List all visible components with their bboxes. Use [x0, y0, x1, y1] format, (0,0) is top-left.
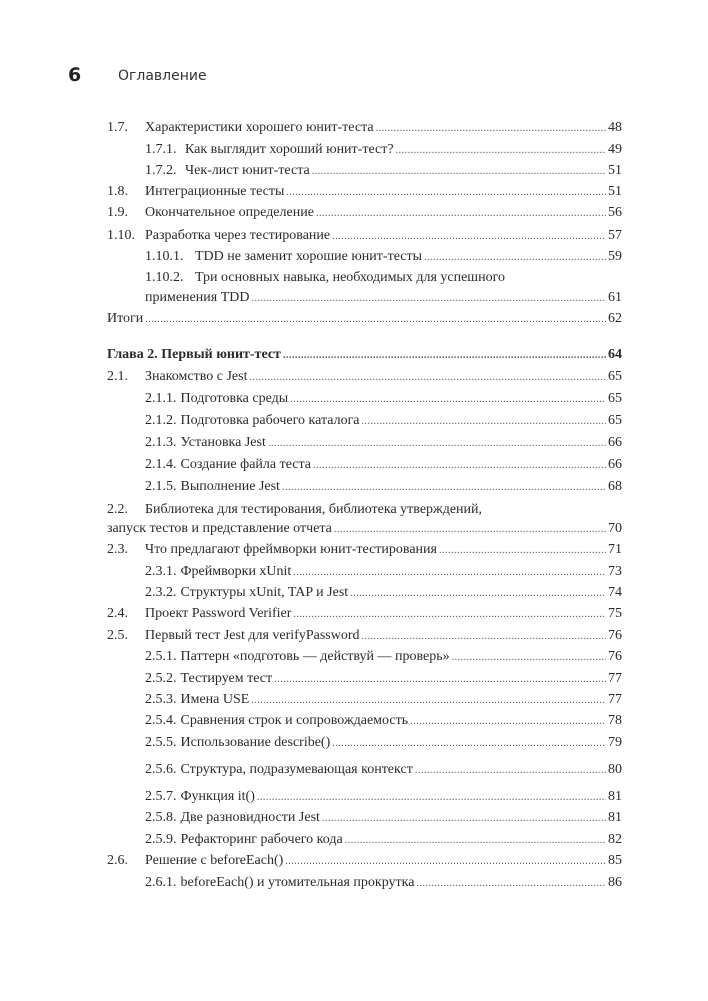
toc-entry-number: 1.9.: [107, 205, 128, 220]
toc-entry-number: 2.5.3.: [145, 692, 177, 707]
toc-entry-title: Структуры xUnit, TAP и Jest: [180, 585, 349, 600]
toc-entry-title: Глава 2. Первый юнит-тест: [107, 347, 281, 362]
toc-entry-title: Функция it(): [180, 789, 255, 804]
toc-entry-title-continuation: применения TDD: [145, 290, 250, 305]
toc-entry-title: Что предлагают фреймворки юнит-тестирования: [145, 542, 437, 557]
toc-entry-title: Первый тест Jest для verifyPassword: [145, 628, 360, 643]
toc-entry-page: 77: [608, 692, 622, 707]
toc-entry-title: Паттерн «подготовь — действуй — проверь»: [180, 649, 450, 664]
toc-entry[interactable]: [145, 563, 622, 581]
toc-entry[interactable]: [107, 183, 622, 201]
toc-entry-title: Тестируем тест: [180, 671, 273, 686]
dot-leader: [274, 671, 606, 688]
toc-entry[interactable]: [145, 584, 622, 602]
toc-entry-page: 79: [608, 735, 622, 750]
toc-entry-page: 77: [608, 671, 622, 686]
dot-leader: [452, 649, 606, 666]
toc-entry-page: 57: [608, 228, 622, 243]
toc-entry-number: 2.5.7.: [145, 789, 177, 804]
dot-leader: [283, 347, 606, 364]
toc-entry-title: Чек-лист юнит-теста: [185, 163, 310, 178]
dot-leader: [415, 762, 606, 779]
toc-entry-first-line[interactable]: [107, 501, 482, 519]
dot-leader: [334, 521, 606, 538]
toc-entry-page: 73: [608, 564, 622, 579]
toc-entry-title: Использование describe(): [180, 735, 331, 750]
toc-entry[interactable]: [107, 368, 622, 386]
toc-entry[interactable]: [145, 831, 622, 849]
toc-entry[interactable]: [145, 734, 622, 752]
dot-leader: [293, 564, 606, 581]
toc-entry[interactable]: [145, 390, 622, 408]
toc-entry-page: 76: [608, 649, 622, 664]
toc-entry-title: Проект Password Verifier: [145, 606, 292, 621]
dot-leader: [286, 184, 606, 201]
toc-entry-title: Три основных навыка, необходимых для успешного: [195, 270, 505, 285]
toc-entry-number: 1.10.1.: [145, 249, 184, 264]
toc-entry-page: 49: [608, 142, 622, 157]
toc-entry-title: TDD не заменит хорошие юнит-тесты: [195, 249, 422, 264]
toc-entry[interactable]: [107, 346, 622, 364]
toc-entry-number: 2.1.2.: [145, 413, 177, 428]
dot-leader: [251, 290, 606, 307]
toc-entry-page: 81: [608, 810, 622, 825]
toc-entry-title: Как выглядит хороший юнит-тест?: [185, 142, 394, 157]
toc-entry[interactable]: [145, 670, 622, 688]
toc-entry[interactable]: [107, 310, 622, 328]
toc-entry-number: 2.5.4.: [145, 713, 177, 728]
toc-entry[interactable]: [145, 761, 622, 779]
toc-entry[interactable]: [145, 648, 622, 666]
toc-entry-page: 61: [608, 290, 622, 305]
toc-entry-page: 56: [608, 205, 622, 220]
dot-leader: [424, 249, 606, 266]
toc-entry[interactable]: [145, 809, 622, 827]
toc-entry-title: Имена USE: [180, 692, 250, 707]
toc-entry-number: 2.5.9.: [145, 832, 177, 847]
toc-entry-number: 2.5.8.: [145, 810, 177, 825]
toc-entry-number: 2.1.1.: [145, 391, 177, 406]
toc-entry-number: 2.3.2.: [145, 585, 177, 600]
toc-entry-first-line[interactable]: [145, 269, 505, 287]
toc-entry[interactable]: [107, 605, 622, 623]
dot-leader: [251, 692, 606, 709]
toc-entry-number: 2.6.: [107, 853, 128, 868]
dot-leader: [350, 585, 606, 602]
toc-entry-title: Сравнения строк и сопровождаемость: [180, 713, 409, 728]
toc-entry[interactable]: [107, 204, 622, 222]
toc-entry[interactable]: [145, 478, 622, 496]
toc-entry[interactable]: [145, 412, 622, 430]
toc-entry-page: 48: [608, 120, 622, 135]
dot-leader: [345, 832, 606, 849]
dot-leader: [322, 810, 606, 827]
toc-entry-page: 65: [608, 391, 622, 406]
toc-entry-title: Фреймворки xUnit: [180, 564, 292, 579]
toc-entry-number: 1.7.1.: [145, 142, 177, 157]
toc-entry-number: 2.5.: [107, 628, 128, 643]
toc-entry[interactable]: [145, 289, 622, 307]
toc-entry-number: 2.5.2.: [145, 671, 177, 686]
page-number: 6: [68, 64, 82, 86]
toc-entry[interactable]: [107, 119, 622, 137]
toc-entry-number: 1.7.2.: [145, 163, 177, 178]
toc-entry-page: 68: [608, 479, 622, 494]
toc-entry-title: Установка Jest: [180, 435, 266, 450]
dot-leader: [249, 369, 606, 386]
toc-entry[interactable]: [107, 852, 622, 870]
toc-entry-title: Итоги: [107, 311, 144, 326]
toc-entry-title: Выполнение Jest: [180, 479, 280, 494]
toc-entry-page: 51: [608, 184, 622, 199]
toc-entry-number: 2.6.1.: [145, 875, 177, 890]
dot-leader: [282, 479, 606, 496]
toc-entry[interactable]: [145, 141, 622, 159]
toc-entry-number: 2.4.: [107, 606, 128, 621]
toc-entry-page: 65: [608, 369, 622, 384]
toc-entry-page: 80: [608, 762, 622, 777]
toc-entry[interactable]: [107, 627, 622, 645]
toc-entry-title: Две разновидности Jest: [180, 810, 320, 825]
toc-entry-number: 1.7.: [107, 120, 128, 135]
toc-entry[interactable]: [107, 541, 622, 559]
dot-leader: [332, 228, 606, 245]
toc-entry[interactable]: [145, 248, 622, 266]
toc-entry-number: 2.1.: [107, 369, 128, 384]
dot-leader: [285, 853, 606, 870]
dot-leader: [145, 311, 606, 328]
toc-entry-title: Подготовка рабочего каталога: [180, 413, 360, 428]
toc-entry-page: 62: [608, 311, 622, 326]
toc-entry-title: Окончательное определение: [145, 205, 314, 220]
toc-entry[interactable]: [145, 162, 622, 180]
dot-leader: [362, 628, 607, 645]
toc-entry[interactable]: [145, 712, 622, 730]
toc-entry-page: 51: [608, 163, 622, 178]
dot-leader: [316, 205, 606, 222]
dot-leader: [362, 413, 606, 430]
toc-entry-page: 71: [608, 542, 622, 557]
toc-entry-number: 2.1.4.: [145, 457, 177, 472]
toc-entry-number: 2.5.5.: [145, 735, 177, 750]
dot-leader: [416, 875, 606, 892]
toc-entry-page: 78: [608, 713, 622, 728]
toc-entry-number: 2.3.1.: [145, 564, 177, 579]
dot-leader: [410, 713, 606, 730]
toc-entry-title: Создание файла теста: [180, 457, 312, 472]
toc-entry-number: 1.10.2.: [145, 270, 184, 285]
toc-entry-title: Подготовка среды: [180, 391, 289, 406]
toc-entry-page: 59: [608, 249, 622, 264]
toc-entry-page: 76: [608, 628, 622, 643]
toc-entry-title: Структура, подразумевающая контекст: [180, 762, 413, 777]
toc-entry-number: 2.1.5.: [145, 479, 177, 494]
toc-entry-number: 1.8.: [107, 184, 128, 199]
dot-leader: [257, 789, 606, 806]
toc-entry[interactable]: [107, 227, 622, 245]
toc-entry-title: Разработка через тестирование: [145, 228, 331, 243]
dot-leader: [268, 435, 606, 452]
toc-entry[interactable]: [145, 874, 622, 892]
toc-entry-number: 2.2.: [107, 502, 128, 517]
dot-leader: [312, 163, 606, 180]
dot-leader: [332, 735, 606, 752]
dot-leader: [376, 120, 606, 137]
toc-entry-page: 82: [608, 832, 622, 847]
toc-entry-title: Знакомство с Jest: [145, 369, 248, 384]
dot-leader: [396, 142, 606, 159]
toc-entry-page: 66: [608, 457, 622, 472]
toc-entry-title-continuation: запуск тестов и представление отчета: [107, 521, 332, 536]
toc-entry-title: Библиотека для тестирования, библиотека утверждений,: [145, 502, 483, 517]
toc-entry-page: 74: [608, 585, 622, 600]
toc-entry-page: 81: [608, 789, 622, 804]
toc-entry-title: beforeEach() и утомительная прокрутка: [180, 875, 415, 890]
dot-leader: [439, 542, 606, 559]
toc-entry-number: 2.1.3.: [145, 435, 177, 450]
toc-entry[interactable]: [107, 520, 622, 538]
toc-entry-title: Решение с beforeEach(): [145, 853, 284, 868]
toc-entry[interactable]: [145, 434, 622, 452]
dot-leader: [313, 457, 606, 474]
toc-entry[interactable]: [145, 456, 622, 474]
toc-entry-page: 75: [608, 606, 622, 621]
running-title: Оглавление: [118, 68, 207, 84]
toc-entry-title: Характеристики хорошего юнит-теста: [145, 120, 374, 135]
toc-entry-number: 2.3.: [107, 542, 128, 557]
toc-entry[interactable]: [145, 691, 622, 709]
toc-entry[interactable]: [145, 788, 622, 806]
toc-entry-page: 64: [608, 347, 622, 362]
toc-entry-number: 2.5.6.: [145, 762, 177, 777]
dot-leader: [290, 391, 606, 408]
toc-entry-title: Рефакторинг рабочего кода: [180, 832, 343, 847]
toc-entry-title: Интеграционные тесты: [145, 184, 285, 199]
toc-entry-number: 2.5.1.: [145, 649, 177, 664]
toc-entry-number: 1.10.: [107, 228, 135, 243]
toc-entry-page: 85: [608, 853, 622, 868]
toc-entry-page: 86: [608, 875, 622, 890]
toc-entry-page: 70: [608, 521, 622, 536]
toc-entry-page: 65: [608, 413, 622, 428]
toc-entry-page: 66: [608, 435, 622, 450]
dot-leader: [293, 606, 606, 623]
